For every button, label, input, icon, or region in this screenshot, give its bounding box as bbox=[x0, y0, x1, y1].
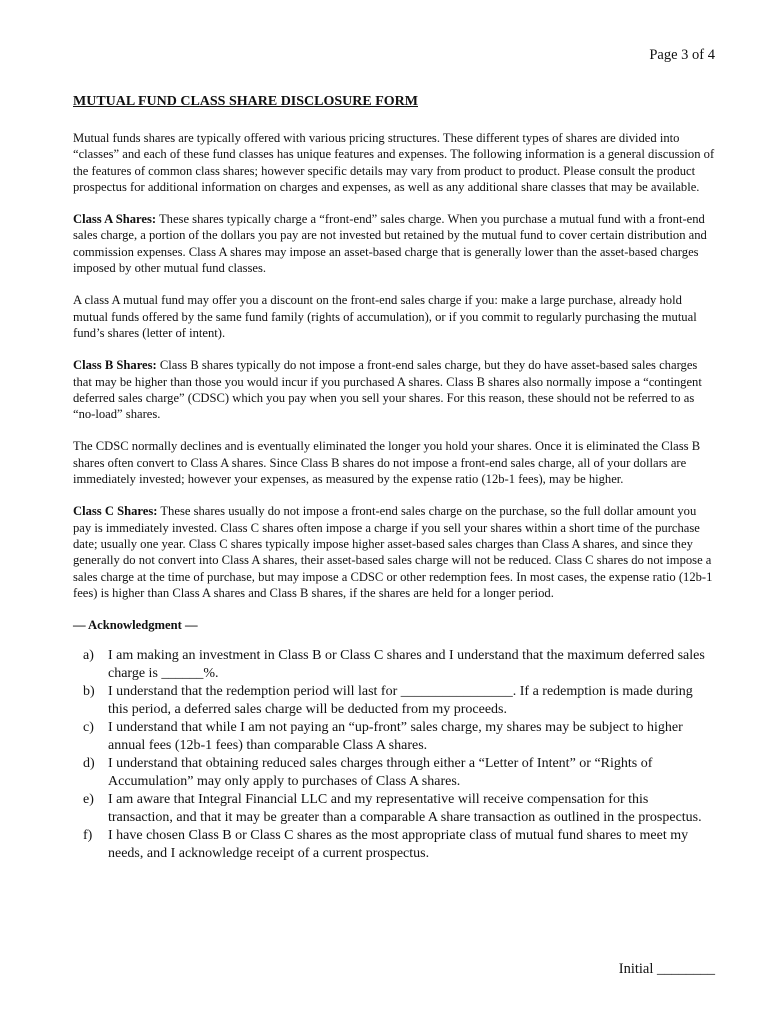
class-a-heading: Class A Shares: bbox=[73, 212, 157, 227]
item-text: I have chosen Class B or Class C shares as the most appropriate class of mutual fund shares to meet my needs, and I acknowledge receipt of a current prospectus. bbox=[108, 828, 689, 862]
class-b-paragraph bbox=[73, 357, 715, 422]
class-c-heading: Class C Shares: bbox=[73, 504, 158, 519]
item-marker: c) bbox=[83, 720, 94, 736]
intro-paragraph: Mutual funds shares are typically offered with various pricing structures. These different types of shares are divided into “classes” and each of these fund classes has unique features and expenses. The following information is a general discussion of the features of common class shares; however specific details may vary from product to product. Please consult the product prospectus for additional information on charges and expenses, as well as any additional share classes that may be available. bbox=[73, 131, 715, 194]
item-marker: e) bbox=[83, 792, 94, 808]
initial-field: Initial ________ bbox=[618, 961, 715, 977]
acknowledgment-item-f bbox=[83, 827, 715, 863]
item-text: I understand that while I am not paying an “up-front” sales charge, my shares may be subject to higher annual fees (12b-1 fees) than comparable Class A shares. bbox=[108, 720, 683, 754]
item-marker: b) bbox=[83, 684, 95, 700]
class-b-text: Class B shares typically do not impose a front-end sales charge, but they do have asset-based sales charges that may be higher than those you would incur if you purchased A shares. Class B shares also normally impose a “contingent deferred sales charge” (CDSC) which you pay when you sell your shares. For this reason, these should not be referred to as “no-load” shares. bbox=[73, 358, 702, 422]
class-b-heading: Class B Shares: bbox=[73, 358, 157, 373]
acknowledgment-item-d bbox=[83, 755, 715, 791]
item-marker: a) bbox=[83, 648, 94, 664]
item-marker: d) bbox=[83, 756, 95, 772]
item-text: I am aware that Integral Financial LLC and my representative will receive compensation for this transaction, and that it may be greater than a comparable A share transaction as outlined in the prospectus. bbox=[108, 792, 702, 826]
acknowledgment-heading: — Acknowledgment — bbox=[73, 618, 198, 633]
class-a-text: These shares typically charge a “front-end” sales charge. When you purchase a mutual fund with a front-end sales charge, a portion of the dollars you pay are not invested but retained by the mutual fund to cover certain distribution and commission expenses. Class A shares may impose an asset-based charge that is generally lower than the asset-based charges imposed by other mutual fund classes. bbox=[73, 212, 707, 276]
acknowledgment-item-a bbox=[83, 647, 715, 683]
acknowledgment-item-b bbox=[83, 683, 715, 719]
form-title: MUTUAL FUND CLASS SHARE DISCLOSURE FORM bbox=[73, 94, 418, 109]
item-marker: f) bbox=[83, 828, 93, 844]
class-c-paragraph bbox=[73, 503, 715, 601]
item-text: I am making an investment in Class B or Class C shares and I understand that the maximum deferred sales charge is ______%. bbox=[108, 648, 705, 682]
page-number: Page 3 of 4 bbox=[649, 47, 715, 63]
class-b-cdsc-paragraph: The CDSC normally declines and is eventually eliminated the longer you hold your shares. Once it is eliminated the Class B shares often convert to Class A shares. Since Class B shares do not impose a front-end sales charge, all of your dollars are immediately invested; however your expenses, as measured by the expense ratio (12b-1 fees), may be higher. bbox=[73, 439, 701, 487]
class-a-discount-paragraph: A class A mutual fund may offer you a discount on the front-end sales charge if you: make a large purchase, already hold mutual funds offered by the same fund family (rights of accumulation), or if you commit to regularly purchasing the mutual fund’s shares (letter of intent). bbox=[73, 293, 697, 340]
acknowledgment-item-c bbox=[83, 719, 715, 755]
acknowledgment-item-e bbox=[83, 791, 715, 827]
class-c-text: These shares usually do not impose a front-end sales charge on the purchase, so the full dollar amount you pay is immediately invested. Class C shares often impose a charge if you sell your shares within a short time of the purchase date; usually one year. Class C shares typically impose higher asset-based sales charges than Class A shares, and since they generally do not convert into Class A shares, their asset-based sales charge will not be reduced. Class C shares do not impose a sales charge at the time of purchase, but may impose a CDSC or other redemption fees. In most cases, the expense ratio (12b-1 fees) is higher than Class A shares and Class B shares, if the shares are held for a longer period. bbox=[73, 504, 713, 600]
item-text: I understand that obtaining reduced sales charges through either a “Letter of Intent” or “Rights of Accumulation” may only apply to purchases of Class A shares. bbox=[108, 756, 653, 790]
item-text: I understand that the redemption period will last for ________________. If a redemption is made during this period, a deferred sales charge will be deducted from my proceeds. bbox=[108, 684, 693, 718]
acknowledgment-list bbox=[73, 647, 715, 863]
class-a-paragraph bbox=[73, 211, 715, 276]
